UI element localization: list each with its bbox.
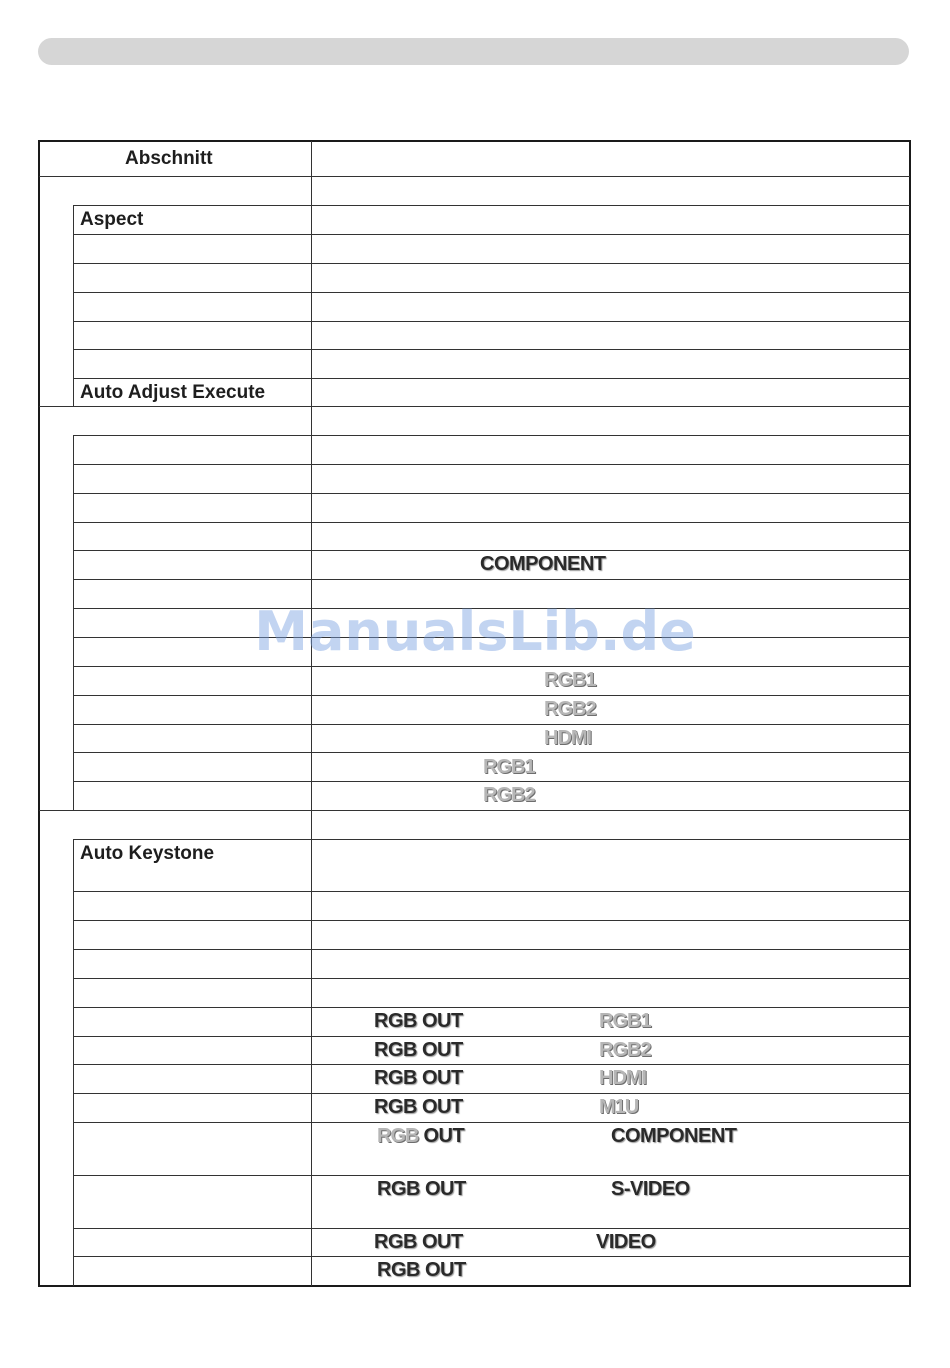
row-line	[73, 292, 910, 293]
row-line	[73, 695, 910, 696]
row-line	[73, 1007, 910, 1008]
value-source: RGB2	[599, 1039, 651, 1061]
row-line	[73, 1122, 910, 1123]
row-line	[73, 891, 910, 892]
row-line	[73, 781, 910, 782]
row-line	[73, 949, 910, 950]
section-divider-1	[39, 406, 910, 407]
value-rgb-prefix: RGB	[377, 1125, 419, 1147]
value-rgb1: RGB1	[483, 756, 535, 778]
row-line	[73, 978, 910, 979]
value-rgb-out: RGB OUT	[377, 1178, 466, 1200]
top-decorative-bar	[38, 38, 909, 65]
value-rgb2: RGB2	[544, 698, 596, 720]
value-rgb-out-split	[377, 1125, 464, 1148]
value-out-suffix: OUT	[423, 1125, 465, 1147]
value-rgb2: RGB2	[483, 784, 535, 806]
row-line	[73, 1256, 910, 1257]
value-component: COMPONENT	[480, 553, 606, 575]
row-line	[73, 435, 910, 436]
value-rgb-out: RGB OUT	[374, 1039, 463, 1061]
value-hdmi: HDMI	[544, 727, 592, 749]
row-line	[73, 522, 910, 523]
row-line	[73, 579, 910, 580]
row-line	[73, 1228, 910, 1229]
header-section-label: Abschnitt	[125, 148, 213, 169]
row-line	[73, 349, 910, 350]
value-source: COMPONENT	[611, 1125, 737, 1147]
value-source: S-VIDEO	[611, 1178, 690, 1200]
value-source: RGB1	[599, 1010, 651, 1032]
value-rgb-out: RGB OUT	[374, 1067, 463, 1089]
row-line	[73, 724, 910, 725]
label-auto-adjust-execute: Auto Adjust Execute	[80, 382, 266, 403]
row-line	[73, 666, 910, 667]
value-source: HDMI	[599, 1067, 647, 1089]
watermark: ManualsLib.de	[254, 600, 696, 663]
row-line	[73, 1175, 910, 1176]
row-line	[73, 263, 910, 264]
value-rgb-out: RGB OUT	[377, 1259, 466, 1281]
value-rgb-out: RGB OUT	[374, 1010, 463, 1032]
label-auto-keystone: Auto Keystone	[80, 843, 215, 864]
row-line	[73, 321, 910, 322]
row-line	[73, 920, 910, 921]
row-line	[73, 1093, 910, 1094]
indent-line-1	[73, 206, 74, 406]
row-line	[73, 752, 910, 753]
value-source: VIDEO	[596, 1231, 656, 1253]
value-rgb-out: RGB OUT	[374, 1096, 463, 1118]
label-aspect: Aspect	[80, 209, 144, 230]
row-line	[73, 550, 910, 551]
header-divider	[39, 176, 910, 177]
row-line	[73, 1064, 910, 1065]
row-line	[73, 493, 910, 494]
row-line	[73, 464, 910, 465]
row-line	[73, 205, 910, 206]
indent-line-3	[73, 840, 74, 1286]
column-divider	[311, 141, 312, 1286]
row-line	[73, 839, 910, 840]
row-line	[73, 1036, 910, 1037]
value-rgb-out: RGB OUT	[374, 1231, 463, 1253]
settings-table	[38, 140, 911, 1287]
row-line	[73, 378, 910, 379]
row-line	[73, 234, 910, 235]
value-rgb1: RGB1	[544, 669, 596, 691]
section-divider-2	[39, 810, 910, 811]
value-source: M1U	[599, 1096, 639, 1118]
